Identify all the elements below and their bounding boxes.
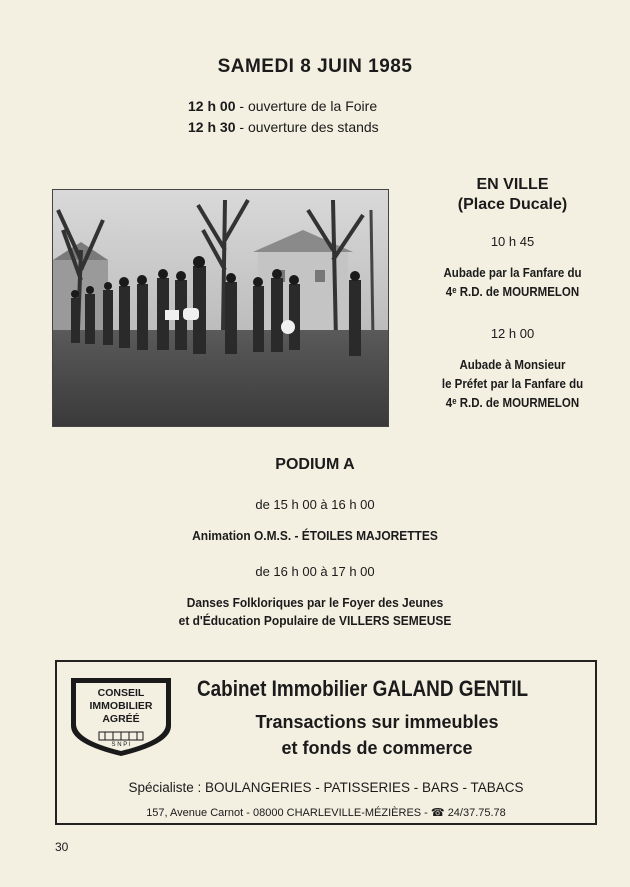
conseil-immobilier-badge — [67, 674, 175, 758]
en-ville-heading: EN VILLE — [476, 176, 549, 193]
schedule-text: ouverture des stands — [247, 119, 379, 135]
schedule-text: ouverture de la Foire — [247, 98, 378, 114]
page-number: 30 — [55, 840, 69, 854]
event-line: le Préfet par la Fanfare du — [441, 377, 584, 391]
tagline: et fonds de commerce — [281, 738, 473, 758]
band-photo — [52, 189, 389, 427]
advertisement-box — [55, 660, 597, 825]
event-line: Aubade par la Fanfare du — [443, 266, 582, 280]
badge-small-text: S N P I — [111, 742, 131, 748]
phone-icon: ☎ — [430, 807, 445, 819]
podium-heading: PODIUM A — [275, 456, 355, 473]
band-photo-illustration — [53, 190, 388, 426]
podium-slot: de 15 h 00 à 16 h 00 — [255, 497, 375, 512]
badge-line: AGRÉÉ — [102, 713, 140, 725]
page-title: SAMEDI 8 JUIN 1985 — [217, 56, 413, 77]
phone-number: 24/37.75.78 — [447, 807, 506, 819]
event-time: 10 h 45 — [490, 234, 535, 249]
schedule-item — [188, 119, 379, 135]
schedule-separator: - — [239, 98, 245, 114]
badge-line: CONSEIL — [97, 687, 145, 699]
tagline: Transactions sur immeubles — [255, 712, 499, 732]
schedule-separator: - — [239, 119, 245, 135]
podium-act-line: Danses Folkloriques par le Foyer des Jeunes — [186, 595, 444, 610]
podium-act-line: et d'Éducation Populaire de VILLERS SEMEUSE — [178, 613, 452, 628]
schedule-time: 12 h 00 — [188, 98, 236, 114]
event-line: 4ᵉ R.D. de MOURMELON — [445, 396, 580, 410]
specialist-line: Spécialiste : BOULANGERIES - PATISSERIES - BARS - TABACS — [128, 780, 524, 795]
event-line: Aubade à Monsieur — [459, 358, 566, 372]
address: 157, Avenue Carnot - 08000 CHARLEVILLE-MÉZIÈRES - — [146, 807, 428, 819]
badge-line: IMMOBILIER — [89, 700, 153, 712]
event-time: 12 h 00 — [490, 326, 535, 341]
en-ville-place: (Place Ducale) — [457, 196, 568, 213]
podium-slot: de 16 h 00 à 17 h 00 — [255, 564, 375, 579]
schedule-time: 12 h 30 — [188, 119, 236, 135]
company-name: Cabinet Immobilier GALAND GENTIL — [197, 676, 529, 701]
address-line — [57, 806, 595, 819]
schedule-item — [188, 98, 377, 114]
event-line: 4ᵉ R.D. de MOURMELON — [445, 285, 580, 299]
podium-act: Animation O.M.S. - ÉTOILES MAJORETTES — [192, 528, 438, 543]
